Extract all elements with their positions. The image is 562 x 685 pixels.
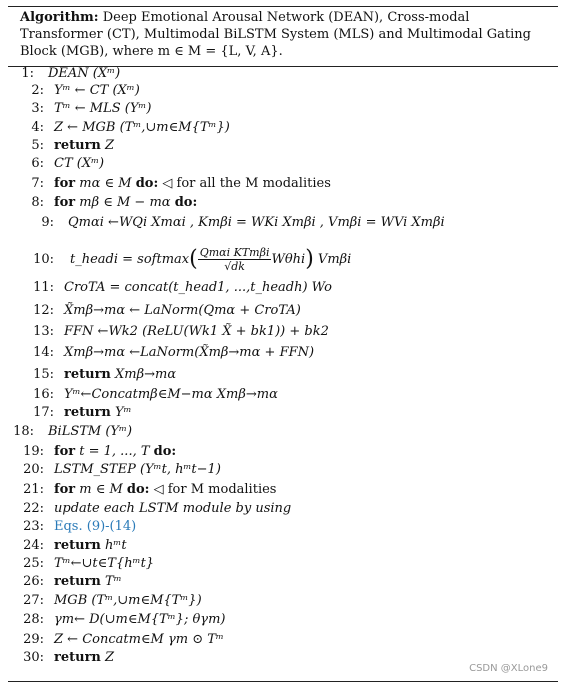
- line-content: [54, 176, 331, 191]
- line-content: [54, 519, 136, 534]
- algorithm-header: [20, 9, 540, 60]
- line-number: 10:: [33, 252, 54, 267]
- keyword: do:: [174, 195, 198, 210]
- statement-text: mα ∈ M: [75, 176, 136, 191]
- keyword: do:: [153, 444, 177, 459]
- statement-text: Yᵐ ← CT (Xᵐ): [54, 83, 140, 98]
- line-content: [64, 280, 332, 295]
- line-content: [64, 345, 314, 360]
- algorithm-line: [0, 279, 332, 297]
- fraction-numerator: Qmαi KTmβi: [199, 246, 270, 259]
- algorithm-line: [0, 175, 331, 193]
- line-number: 27:: [23, 593, 44, 608]
- statement-text: Z: [100, 138, 115, 153]
- top-rule: [8, 6, 558, 7]
- line-content: [54, 593, 202, 608]
- algorithm-line: [0, 302, 301, 320]
- line-content: [48, 424, 132, 439]
- line-number: 15:: [33, 367, 54, 382]
- statement-comment: ◁ for M modalities: [149, 482, 277, 497]
- algorithm-line: [0, 481, 276, 499]
- statement-comment: Wθhi: [271, 252, 306, 267]
- statement-text: Xmβ→mα: [110, 367, 177, 382]
- algorithm-line: [0, 214, 445, 232]
- statement-text: BiLSTM (Yᵐ): [48, 424, 133, 439]
- line-content: [54, 138, 114, 153]
- algorithm-line: [0, 649, 114, 667]
- statement-text: m ∈ M: [75, 482, 127, 497]
- statement-text: Z ← MGB (Tᵐ,∪m∈M{Tᵐ}): [54, 120, 230, 135]
- line-content: [54, 482, 276, 497]
- keyword: for: [54, 444, 76, 459]
- line-number: 24:: [23, 538, 44, 553]
- line-number: 30:: [23, 650, 44, 665]
- algorithm-line: [0, 155, 104, 173]
- line-content: [48, 66, 120, 81]
- keyword: for: [54, 482, 76, 497]
- statement-text: Z: [100, 650, 115, 665]
- line-number: 26:: [23, 574, 44, 589]
- line-number: 16:: [33, 387, 54, 402]
- line-number: 20:: [23, 462, 44, 477]
- algorithm-line: [0, 518, 136, 536]
- statement-comment: ◁ for all the M modalities: [158, 176, 331, 191]
- line-content: [68, 215, 445, 230]
- line-content: [54, 83, 140, 98]
- statement-text: mβ ∈ M − mα: [75, 195, 175, 210]
- line-number: 17:: [33, 405, 54, 420]
- line-content: [64, 387, 278, 402]
- statement-text: Tᵐ ← MLS (Yᵐ): [54, 101, 152, 116]
- equation-link[interactable]: Eqs. (9)-(14): [54, 519, 137, 534]
- keyword: for: [54, 176, 76, 191]
- algorithm-line: [0, 82, 140, 100]
- statement-text: Vmβi: [313, 252, 352, 267]
- close-paren: ): [305, 246, 314, 272]
- algorithm-line: [0, 592, 202, 610]
- algorithm-line: [0, 386, 278, 404]
- algorithm-line: [0, 344, 314, 362]
- algorithm-line: [0, 631, 224, 649]
- statement-text: hᵐt: [100, 538, 127, 553]
- line-content: [54, 101, 151, 116]
- line-number: 14:: [33, 345, 54, 360]
- line-content: [54, 650, 114, 665]
- line-content: [54, 612, 225, 627]
- keyword: return: [54, 574, 101, 589]
- line-number: 25:: [23, 556, 44, 571]
- algorithm-line: [0, 119, 230, 137]
- line-number: 4:: [31, 120, 44, 135]
- watermark: CSDN @XLone9: [469, 663, 548, 674]
- line-content: [64, 367, 176, 382]
- line-content: [64, 303, 301, 318]
- algorithm-line: [0, 100, 151, 118]
- algorithm-line: [0, 443, 176, 461]
- statement-text: FFN ←Wk2 (ReLU(Wk1 X̃ + bk1)) + bk2: [64, 324, 329, 339]
- statement-text: MGB (Tᵐ,∪m∈M{Tᵐ}): [54, 593, 202, 608]
- algorithm-line: [0, 500, 291, 518]
- algorithm-line: [0, 366, 176, 384]
- line-content: [54, 574, 122, 589]
- line-number: 29:: [23, 632, 44, 647]
- statement-text: update each LSTM module by using: [54, 501, 292, 516]
- algorithm-line: [0, 323, 329, 341]
- statement-text: DEAN (Xᵐ): [48, 66, 121, 81]
- line-number: 11:: [33, 280, 54, 295]
- line-number: 21:: [23, 482, 44, 497]
- algorithm-line: [0, 246, 352, 273]
- line-content: [70, 246, 352, 273]
- line-content: [54, 195, 197, 210]
- algorithm-line: [0, 537, 127, 555]
- keyword: return: [54, 138, 101, 153]
- statement-text: CroTA = concat(t_head1, ...,t_headh) Wo: [64, 280, 332, 295]
- statement-text: X̃mβ→mα ← LaNorm(Qmα + CroTA): [64, 303, 301, 318]
- line-number: 2:: [31, 83, 44, 98]
- open-paren: (: [189, 246, 198, 272]
- statement-text: γm← D(∪m∈M{Tᵐ}; θγm): [54, 612, 226, 627]
- fraction: [198, 246, 272, 273]
- line-content: [54, 538, 127, 553]
- algorithm-line: [0, 65, 120, 83]
- line-number: 9:: [41, 215, 54, 230]
- keyword: do:: [135, 176, 159, 191]
- statement-text: LSTM_STEP (Yᵐt, hᵐt−1): [54, 462, 221, 477]
- line-number: 13:: [33, 324, 54, 339]
- line-number: 12:: [33, 303, 54, 318]
- line-content: [54, 156, 104, 171]
- statement-text: Qmαi ←WQi Xmαi , Kmβi = WKi Xmβi , Vmβi = WVi Xmβi: [68, 215, 445, 230]
- line-number: 8:: [31, 195, 44, 210]
- algorithm-line: [0, 423, 132, 441]
- line-content: [54, 632, 224, 647]
- algorithm-line: [0, 137, 114, 155]
- keyword: return: [64, 367, 111, 382]
- line-number: 5:: [31, 138, 44, 153]
- keyword: return: [64, 405, 111, 420]
- algorithm-line: [0, 555, 154, 573]
- statement-text: Tᵐ←∪t∈T{hᵐt}: [54, 556, 155, 571]
- statement-text: t = 1, ..., T: [75, 444, 154, 459]
- statement-text: Yᵐ: [110, 405, 132, 420]
- keyword: for: [54, 195, 76, 210]
- statement-text: Tᵐ: [100, 574, 122, 589]
- line-content: [54, 556, 154, 571]
- line-number: 22:: [23, 501, 44, 516]
- statement-text: t_headi = softmax: [70, 252, 190, 267]
- algorithm-line: [0, 194, 197, 212]
- algorithm-line: [0, 573, 122, 591]
- line-content: [54, 444, 176, 459]
- line-number: 19:: [23, 444, 44, 459]
- keyword: return: [54, 538, 101, 553]
- statement-text: CT (Xᵐ): [54, 156, 105, 171]
- line-number: 1:: [21, 66, 34, 81]
- algorithm-line: [0, 461, 221, 479]
- line-content: [54, 501, 291, 516]
- line-content: [64, 405, 132, 420]
- line-content: [54, 462, 221, 477]
- line-number: 28:: [23, 612, 44, 627]
- algorithm-label: Algorithm:: [20, 10, 99, 25]
- statement-text: Yᵐ←Concatmβ∈M−mα Xmβ→mα: [64, 387, 278, 402]
- line-number: 7:: [31, 176, 44, 191]
- line-number: 23:: [23, 519, 44, 534]
- bottom-rule: [8, 681, 558, 682]
- line-content: [54, 120, 230, 135]
- fraction-denominator: √dk: [224, 260, 245, 273]
- statement-text: Z ← Concatm∈M γm ⊙ Tᵐ: [54, 632, 224, 647]
- algorithm-line: [0, 404, 132, 422]
- statement-text: Xmβ→mα ←LaNorm(X̃mβ→mα + FFN): [64, 345, 315, 360]
- line-number: 18:: [13, 424, 34, 439]
- line-number: 6:: [31, 156, 44, 171]
- line-number: 3:: [31, 101, 44, 116]
- line-content: [64, 324, 329, 339]
- algorithm-line: [0, 611, 225, 629]
- algorithm-description: Deep Emotional Arousal Network (DEAN), Cross-modal Transformer (CT), Multimodal BiLSTM System (MLS) and Multimodal Gating Block (MGB), where m ∈ M = {L, V, A}.: [20, 10, 531, 59]
- keyword: do:: [126, 482, 150, 497]
- keyword: return: [54, 650, 101, 665]
